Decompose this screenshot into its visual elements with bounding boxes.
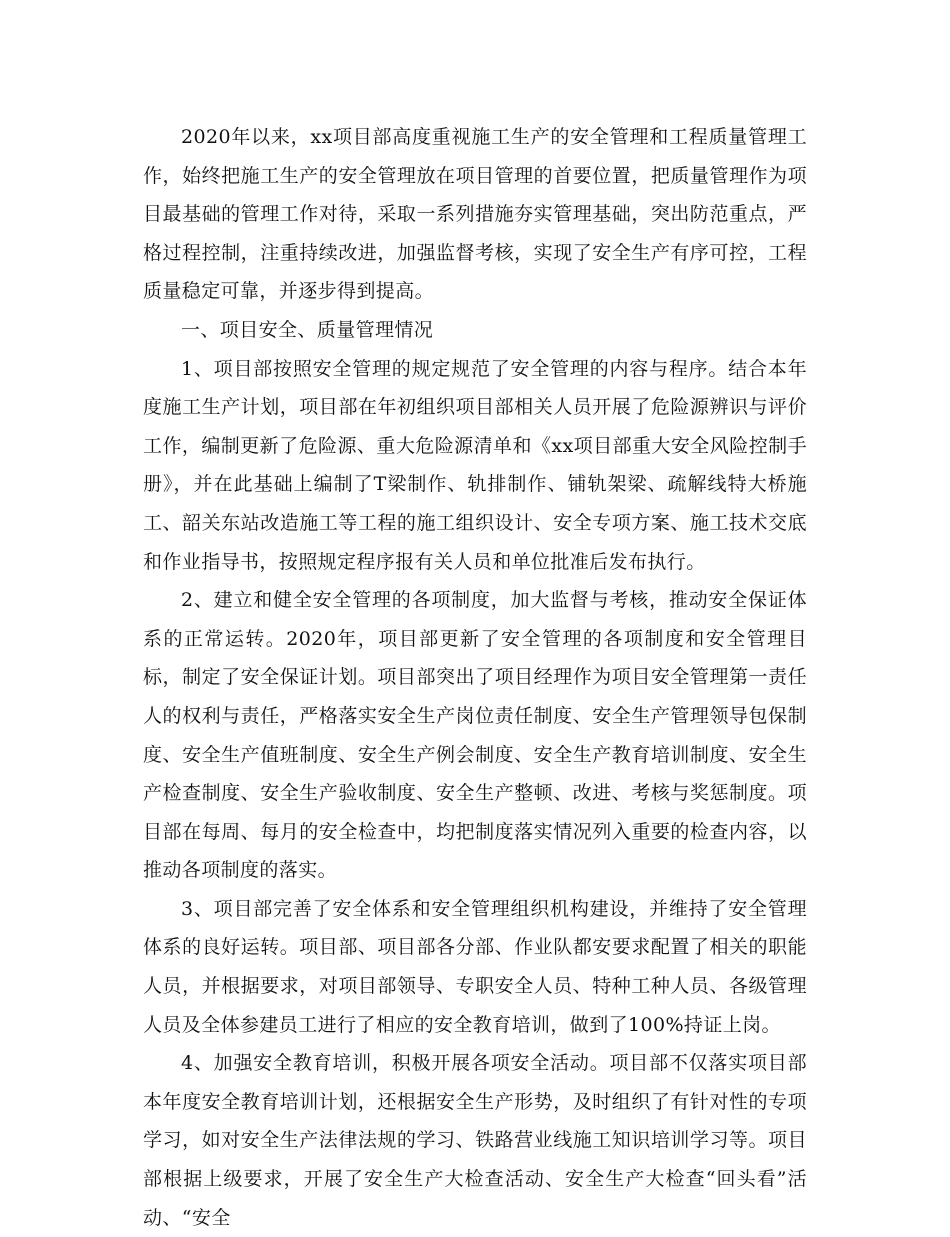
paragraph-intro: 2020年以来，xx项目部高度重视施工生产的安全管理和工程质量管理工作，始终把施工生产的安全管理放在项目管理的首要位置，把质量管理作为项目最基础的管理工作对待，采取一系列措施夯实管理基础，突出防范重点，严格过程控制，注重持续改进，加强监督考核，实现了安全生产有序可控，工程质量稳定可靠，并逐步得到提高。	[143, 126, 807, 303]
paragraph-item-4: 4、加强安全教育培训，积极开展各项安全活动。项目部不仅落实项目部本年度安全教育培训计划，还根据安全生产形势，及时组织了有针对性的专项学习，如对安全生产法律法规的学习、铁路营业线施工知识培训学习等。项目部根据上级要求，开展了安全生产大检查活动、安全生产大检查“回头看”活动、“安全	[143, 1052, 807, 1229]
paragraph-item-2: 2、建立和健全安全管理的各项制度，加大监督与考核，推动安全保证体系的正常运转。2020年，项目部更新了安全管理的各项制度和安全管理目标，制定了安全保证计划。项目部突出了项目经理作为项目安全管理第一责任人的权利与责任，严格落实安全生产岗位责任制度、安全生产管理领导包保制度、安全生产值班制度、安全生产例会制度、安全生产教育培训制度、安全生产检查制度、安全生产验收制度、安全生产整顿、改进、考核与奖惩制度。项目部在每周、每月的安全检查中，均把制度落实情况列入重要的检查内容，以推动各项制度的落实。	[143, 589, 807, 882]
document-body	[143, 118, 807, 1237]
section-heading: 一、项目安全、质量管理情况	[181, 318, 434, 341]
paragraph-item-3: 3、项目部完善了安全体系和安全管理组织机构建设，并维持了安全管理体系的良好运转。项目部、项目部各分部、作业队都安要求配置了相关的职能人员，并根据要求，对项目部领导、专职安全人员、特种工种人员、各级管理人员及全体参建员工进行了相应的安全教育培训，做到了100%持证上岗。	[143, 897, 807, 1036]
paragraph-item-1: 1、项目部按照安全管理的规定规范了安全管理的内容与程序。结合本年度施工生产计划，项目部在年初组织项目部相关人员开展了危险源辨识与评价工作，编制更新了危险源、重大危险源清单和《xx项目部重大安全风险控制手册》，并在此基础上编制了T梁制作、轨排制作、铺轨架梁、疏解线特大桥施工、韶关东站改造施工等工程的施工组织设计、安全专项方案、施工技术交底和作业指导书，按照规定程序报有关人员和单位批准后发布执行。	[143, 357, 807, 573]
